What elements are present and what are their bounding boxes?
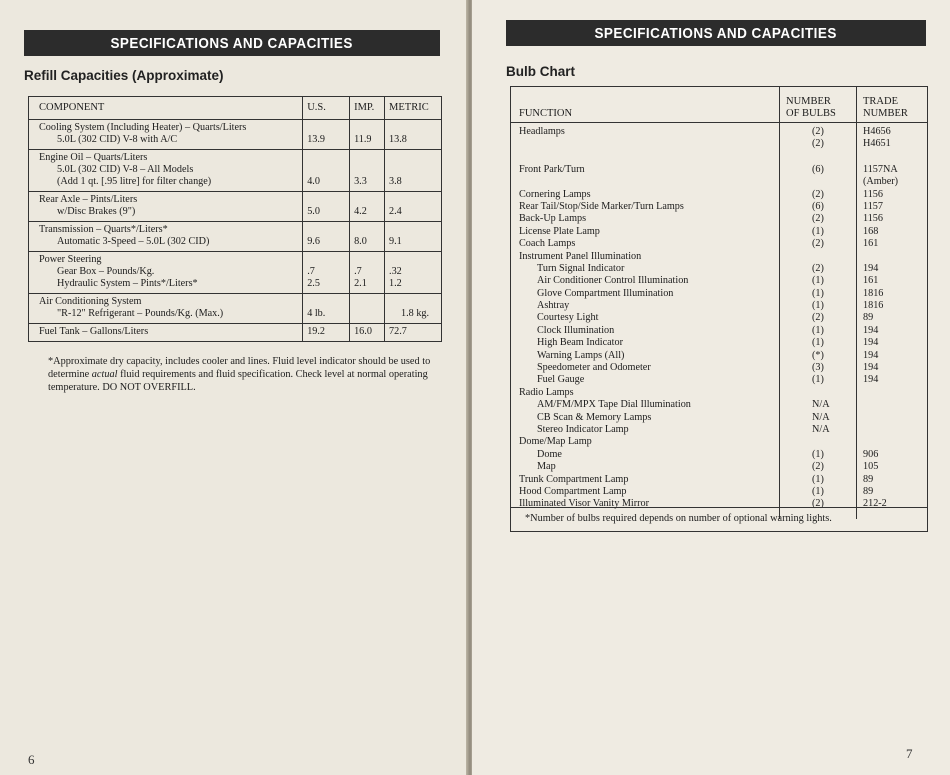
bulb-trade-number: 89: [863, 485, 874, 497]
bulb-function: Speedometer and Odometer: [537, 362, 651, 374]
bulb-trade-number: (Amber): [863, 176, 899, 188]
table-row: [511, 189, 927, 201]
bulb-trade-number: 212-2: [863, 498, 887, 510]
table-row: [511, 288, 927, 300]
table-row: [511, 226, 927, 238]
capacity-value-metric: 3.8: [389, 176, 402, 187]
page-number-right: 7: [906, 746, 913, 761]
capacity-value-us: 4 lb.: [307, 308, 326, 319]
page-banner-left: SPECIFICATIONS AND CAPACITIES: [24, 30, 440, 56]
bulb-function: High Beam Indicator: [537, 337, 624, 349]
bulb-count: N/A: [780, 399, 857, 411]
bulb-function: Ashtray: [537, 300, 570, 312]
bulb-trade-number: 161: [863, 238, 879, 250]
bulb-count: (1): [780, 474, 857, 486]
bulb-trade-number: 906: [863, 448, 879, 460]
bulb-chart-table: [511, 87, 927, 519]
table-row: [511, 486, 927, 498]
bulb-trade-number: [857, 436, 928, 448]
bulb-count: (2): [780, 312, 857, 324]
bulb-trade-number: 194: [863, 349, 879, 361]
page-banner-right: SPECIFICATIONS AND CAPACITIES: [506, 20, 926, 46]
emphasis-text: actual: [91, 369, 118, 380]
bulb-trade-number: 194: [863, 324, 879, 336]
bulb-trade-number: 1156: [863, 213, 883, 225]
bulb-function: Dome/Map Lamp: [519, 436, 592, 448]
component-name: Transmission – Quarts*/Liters*: [39, 224, 168, 235]
component-cell: [29, 150, 303, 192]
bulb-count: (1): [780, 325, 857, 337]
bulb-trade-number: [857, 399, 928, 411]
component-name: Fuel Tank – Gallons/Liters: [39, 326, 149, 337]
table-row: [511, 213, 927, 225]
table-row: [511, 350, 927, 362]
component-name: Engine Oil – Quarts/Liters: [39, 152, 148, 163]
bulb-function: Headlamps: [519, 126, 565, 137]
bulb-trade-number: 89: [863, 473, 874, 485]
capacity-value-metric: 13.8: [389, 134, 407, 145]
bulb-count: (2): [780, 461, 857, 473]
right-page: [472, 0, 950, 775]
table-row: [511, 399, 927, 411]
component-detail: (Add 1 qt. [.95 litre] for filter change): [57, 176, 212, 187]
bulb-trade-number: 105: [863, 461, 879, 473]
left-page: [0, 0, 468, 775]
bulb-trade-number: [857, 387, 928, 399]
bulb-function: Coach Lamps: [519, 238, 576, 250]
bulb-trade-number: H4656: [863, 126, 891, 137]
table-row: [511, 362, 927, 374]
bulb-count: (1): [780, 300, 857, 312]
table-row: [29, 252, 442, 294]
bulb-trade-number: [857, 424, 928, 436]
bulb-trade-number: 89: [863, 312, 874, 324]
bulb-count: (1): [780, 337, 857, 349]
capacity-value-imp: 4.2: [354, 206, 367, 217]
bulb-function: Cornering Lamps: [519, 188, 591, 200]
table-row: [511, 300, 927, 312]
table-row: [29, 294, 442, 324]
table-row: [511, 325, 927, 337]
component-cell: [29, 324, 303, 342]
bulb-function: Trunk Compartment Lamp: [519, 473, 629, 485]
section-title-refill: Refill Capacities (Approximate): [24, 68, 224, 83]
component-name: Power Steering: [39, 254, 102, 265]
component-detail: w/Disc Brakes (9"): [57, 206, 136, 217]
table-row: [511, 201, 927, 213]
bulb-trade-number: [857, 251, 928, 263]
component-cell: [29, 294, 303, 324]
component-cell: [29, 192, 303, 222]
bulb-function: Turn Signal Indicator: [537, 262, 625, 274]
component-cell: [29, 222, 303, 252]
bulb-trade-number: 1816: [863, 300, 884, 312]
bulb-trade-number: 194: [863, 362, 879, 374]
bulb-function: [511, 176, 780, 188]
bulb-count: (1): [780, 374, 857, 386]
bulb-function: Hood Compartment Lamp: [519, 485, 627, 497]
component-name: Rear Axle – Pints/Liters: [39, 194, 138, 205]
bulb-trade-number: H4651: [863, 138, 891, 150]
bulb-function: Dome: [537, 448, 562, 460]
table-row: [511, 312, 927, 324]
component-detail: Automatic 3-Speed – 5.0L (302 CID): [57, 236, 210, 247]
bulb-count: (2): [780, 238, 857, 250]
bulb-trade-number: 194: [863, 262, 879, 274]
component-detail: "R-12" Refrigerant – Pounds/Kg. (Max.): [57, 308, 224, 319]
bulb-chart-box: [510, 86, 928, 532]
bulb-function: CB Scan & Memory Lamps: [537, 411, 652, 423]
table-row: [511, 474, 927, 486]
bulb-count: (2): [780, 498, 857, 518]
bulb-count: (1): [780, 449, 857, 461]
bulb-count: [780, 176, 857, 188]
component-cell: [29, 252, 303, 294]
bulb-function: Fuel Gauge: [537, 374, 585, 386]
table-row: [511, 412, 927, 424]
bulb-count: (2): [780, 213, 857, 225]
table-row: [29, 324, 442, 342]
bulb-footnote: *Number of bulbs required depends on number of optional warning lights.: [511, 507, 927, 529]
table-row: [29, 120, 442, 150]
bulb-count: (3): [780, 362, 857, 374]
bulb-count: (2): [780, 123, 857, 139]
table-row: [511, 436, 927, 448]
bulb-function: Back-Up Lamps: [519, 213, 587, 225]
capacity-value-imp: 8.0: [354, 236, 367, 247]
component-detail: 5.0L (302 CID) V-8 with A/C: [57, 134, 178, 145]
component-cell: [29, 120, 303, 150]
bulb-function: Stereo Indicator Lamp: [537, 423, 629, 435]
bulb-trade-number: 168: [863, 225, 879, 237]
capacity-value-metric: 1.8 kg.: [401, 308, 430, 319]
component-detail: Hydraulic System – Pints*/Liters*: [57, 278, 198, 289]
table-row: [29, 150, 442, 192]
bulb-function: Illuminated Visor Vanity Mirror: [519, 498, 650, 510]
table-row: [511, 238, 927, 250]
table-row: [511, 461, 927, 473]
bulb-function: Rear Tail/Stop/Side Marker/Turn Lamps: [519, 200, 684, 212]
capacity-value-imp: 11.9: [354, 134, 372, 145]
header-number-of-bulbs: NUMBER OF BULBS: [780, 87, 857, 123]
bulb-count: [780, 387, 857, 399]
bulb-trade-number: [857, 412, 928, 424]
bulb-count: (2): [780, 263, 857, 275]
bulb-function: Clock Illumination: [537, 324, 615, 336]
bulb-function: Radio Lamps: [519, 386, 574, 398]
bulb-trade-number: 194: [863, 374, 879, 386]
table-row: [29, 192, 442, 222]
header-trade-number: TRADE NUMBER: [857, 87, 928, 123]
bulb-trade-number: 194: [863, 337, 879, 349]
bulb-trade-number: 1157: [863, 200, 883, 212]
capacity-value-us: 5.0: [307, 206, 320, 217]
capacity-value-metric: 9.1: [389, 236, 402, 247]
component-name: Cooling System (Including Heater) – Quarts/Liters: [39, 122, 247, 133]
capacity-value-us: 19.2: [307, 326, 326, 337]
bulb-function: Front Park/Turn: [519, 163, 585, 175]
table-row: [511, 424, 927, 436]
bulb-count: [780, 251, 857, 263]
page-number-left: 6: [28, 752, 35, 767]
table-row: [511, 337, 927, 349]
bulb-function: License Plate Lamp: [519, 225, 600, 237]
component-detail: Gear Box – Pounds/Kg.: [57, 266, 155, 277]
table-row: [511, 151, 927, 176]
bulb-count: (6): [780, 201, 857, 213]
bulb-function: Instrument Panel Illumination: [519, 250, 642, 262]
bulb-count: (2): [780, 189, 857, 201]
table-row: [511, 263, 927, 275]
bulb-count: (1): [780, 486, 857, 498]
section-title-bulb: Bulb Chart: [506, 64, 575, 79]
header-component: COMPONENT: [29, 97, 303, 120]
bulb-trade-number: 1816: [863, 287, 884, 299]
header-us: U.S.: [303, 97, 350, 120]
bulb-function: Warning Lamps (All): [537, 349, 625, 361]
capacity-value-us: 4.0: [307, 176, 320, 187]
table-row: [511, 374, 927, 386]
bulb-count: N/A: [780, 412, 857, 424]
bulb-count: (2): [780, 138, 857, 150]
table-row: [511, 176, 927, 188]
refill-footnote: *Approximate dry capacity, includes cooler and lines. Fluid level indicator should be used to determine actual fluid requirements and fluid specification. Check level at normal operating temperature. DO NOT OVERFILL.: [48, 356, 431, 393]
bulb-count: (*): [780, 350, 857, 362]
table-row: [511, 449, 927, 461]
table-row: [511, 275, 927, 287]
bulb-trade-number: 1156: [863, 188, 883, 200]
capacity-value-metric: 72.7: [389, 326, 407, 337]
capacity-value-us: 9.6: [307, 236, 320, 247]
capacity-value-imp: 16.0: [354, 326, 372, 337]
bulb-count: N/A: [780, 424, 857, 436]
component-name: Air Conditioning System: [39, 296, 142, 307]
table-row: [511, 123, 927, 139]
bulb-count: (1): [780, 275, 857, 287]
capacity-value-imp: 3.3: [354, 176, 367, 187]
component-detail: 5.0L (302 CID) V-8 – All Models: [57, 164, 194, 175]
table-row: [29, 222, 442, 252]
capacity-value-us: .7 2.5: [307, 266, 320, 289]
capacity-value-imp: .7 2.1: [354, 266, 367, 289]
header-metric: METRIC: [385, 97, 442, 120]
bulb-function: Courtesy Light: [537, 312, 599, 324]
bulb-trade-number: 1157NA: [863, 163, 898, 175]
bulb-function: Map: [537, 461, 556, 473]
capacity-value-imp: [354, 296, 384, 308]
capacity-value-metric: 2.4: [389, 206, 402, 217]
header-function: FUNCTION: [511, 87, 780, 123]
capacity-value-metric: .32 1.2: [389, 266, 402, 289]
table-row: [511, 138, 927, 150]
table-row: [511, 251, 927, 263]
bulb-count: (6): [780, 151, 857, 176]
bulb-function: Air Conditioner Control Illumination: [537, 275, 689, 287]
bulb-function: AM/FM/MPX Tape Dial Illumination: [537, 399, 691, 411]
bulb-count: [780, 436, 857, 448]
bulb-count: (1): [780, 288, 857, 300]
bulb-count: (1): [780, 226, 857, 238]
refill-capacities-table: [28, 96, 442, 342]
capacity-value-us: 13.9: [307, 134, 326, 145]
bulb-trade-number: 161: [863, 275, 879, 287]
header-imp: IMP.: [350, 97, 385, 120]
table-row: [511, 387, 927, 399]
bulb-function: Glove Compartment Illumination: [537, 287, 674, 299]
bulb-function: [511, 138, 780, 150]
